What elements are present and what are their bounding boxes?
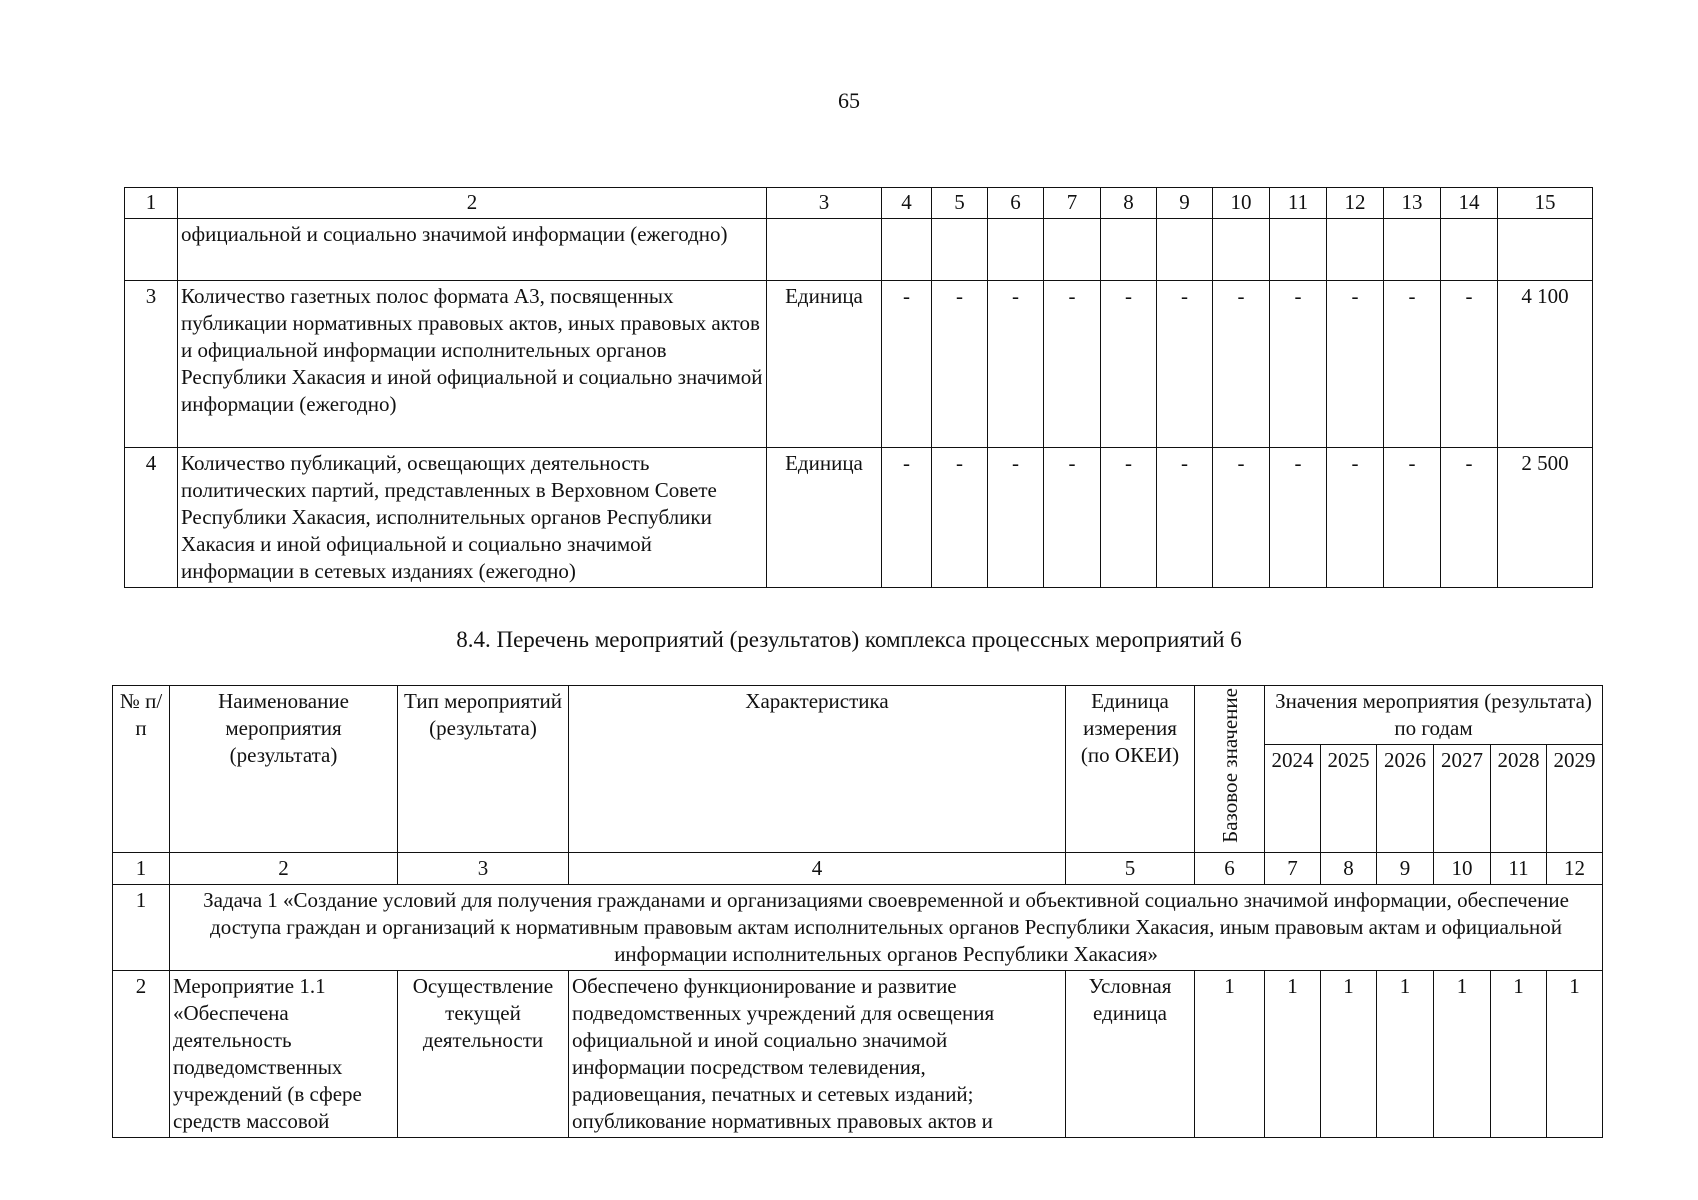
- header-year: 2024: [1265, 745, 1321, 853]
- table2-column-numbers-row: [113, 852, 1603, 884]
- table-cell: [1270, 219, 1327, 281]
- value-cell: -: [988, 281, 1044, 448]
- value-cell: -: [1327, 281, 1384, 448]
- table2-header-row: [113, 686, 1603, 745]
- header-type: Тип мероприятий (результата): [398, 686, 569, 853]
- table1-col-number: 2: [178, 188, 767, 219]
- header-characteristic: Характеристика: [569, 686, 1066, 853]
- column-number: 6: [1195, 852, 1265, 884]
- row-number: 4: [125, 448, 178, 588]
- task-description: Задача 1 «Создание условий для получения гражданами и организациями своевременной и объективной социально значимой информации, обеспечение доступа граждан и организаций к нормативным правовым актам исполнительных органов Республики Хакасия, иным правовым актам и официальной информации исполнительных органов Республики Хакасия»: [170, 884, 1603, 970]
- value-cell: -: [882, 281, 932, 448]
- table1-col-number: 5: [932, 188, 988, 219]
- table1-col-number: 9: [1157, 188, 1213, 219]
- value-cell: -: [1441, 448, 1498, 588]
- value-cell: -: [1270, 448, 1327, 588]
- table1-col-number: 8: [1101, 188, 1157, 219]
- table1-col-number: 11: [1270, 188, 1327, 219]
- value-cell: -: [932, 448, 988, 588]
- column-number: 9: [1377, 852, 1434, 884]
- indicator-name: Количество газетных полос формата А3, посвященных публикации нормативных правовых актов, иных правовых актов и официальной информации исполнительных органов Республики Хакасия и иной официальной и социально значимой информации (ежегодно): [178, 281, 767, 448]
- value-cell: -: [1213, 281, 1270, 448]
- table1-col-number: 4: [882, 188, 932, 219]
- column-number: 12: [1547, 852, 1603, 884]
- table1-continuation-row: [125, 219, 1593, 281]
- table-cell: [1157, 219, 1213, 281]
- value-cell: -: [882, 448, 932, 588]
- value-cell: -: [1157, 281, 1213, 448]
- header-year: 2026: [1377, 745, 1434, 853]
- page-number: 65: [838, 88, 860, 113]
- year-value: 1: [1491, 970, 1547, 1137]
- table-cell: [1384, 219, 1441, 281]
- year-value: 1: [1265, 970, 1321, 1137]
- column-number: 7: [1265, 852, 1321, 884]
- header-year: 2029: [1547, 745, 1603, 853]
- column-number: 11: [1491, 852, 1547, 884]
- indicator-unit: Единица: [767, 448, 882, 588]
- year-value: 1: [1434, 970, 1491, 1137]
- base-value: 1: [1195, 970, 1265, 1137]
- value-cell: -: [1384, 281, 1441, 448]
- table1-col-number: 13: [1384, 188, 1441, 219]
- table-row: [125, 448, 1593, 588]
- table1-col-number: 1: [125, 188, 178, 219]
- header-year: 2025: [1321, 745, 1377, 853]
- value-cell: -: [1384, 448, 1441, 588]
- column-number: 10: [1434, 852, 1491, 884]
- indicators-table: [124, 187, 1593, 588]
- column-number: 8: [1321, 852, 1377, 884]
- year-value: 1: [1547, 970, 1603, 1137]
- table-cell: [1213, 219, 1270, 281]
- table-cell: [882, 219, 932, 281]
- activity-row: [113, 970, 1603, 1137]
- header-base-value-label: Базовое значение: [1217, 688, 1242, 843]
- indicator-name: Количество публикаций, освещающих деятельность политических партий, представленных в Верховном Совете Республики Хакасия, исполнительных органов Республики Хакасия и иной официальной и социально значимой информации в сетевых изданиях (ежегодно): [178, 448, 767, 588]
- table-cell: [1327, 219, 1384, 281]
- target-value: 2 500: [1498, 448, 1593, 588]
- year-value: 1: [1321, 970, 1377, 1137]
- table1-col-number: 3: [767, 188, 882, 219]
- activity-type: Осуществление текущей деятельности: [398, 970, 569, 1137]
- activity-unit: Условная единица: [1066, 970, 1195, 1137]
- value-cell: -: [1157, 448, 1213, 588]
- activity-name: Мероприятие 1.1 «Обеспечена деятельность подведомственных учреждений (в сфере средств массовой: [170, 970, 398, 1137]
- value-cell: -: [1044, 281, 1101, 448]
- value-cell: -: [1441, 281, 1498, 448]
- value-cell: -: [932, 281, 988, 448]
- table1-col-number: 14: [1441, 188, 1498, 219]
- activities-table: [112, 685, 1603, 1138]
- header-year: 2028: [1491, 745, 1547, 853]
- table-cell: [988, 219, 1044, 281]
- year-value: 1: [1377, 970, 1434, 1137]
- table1-col-number: 7: [1044, 188, 1101, 219]
- header-base-value: [1195, 686, 1265, 853]
- table1-header-row: [125, 188, 1593, 219]
- table1-col-number: 12: [1327, 188, 1384, 219]
- table-row: [125, 281, 1593, 448]
- target-value: 4 100: [1498, 281, 1593, 448]
- table-cell: [1101, 219, 1157, 281]
- table-cell: [1498, 219, 1593, 281]
- value-cell: -: [1044, 448, 1101, 588]
- value-cell: -: [1101, 281, 1157, 448]
- column-number: 5: [1066, 852, 1195, 884]
- header-number: № п/п: [113, 686, 170, 853]
- column-number: 2: [170, 852, 398, 884]
- column-number: 3: [398, 852, 569, 884]
- table-cell: [1441, 219, 1498, 281]
- header-unit: Единица измерения (по ОКЕИ): [1066, 686, 1195, 853]
- header-name: Наименование мероприятия (результата): [170, 686, 398, 853]
- table1-col-number: 10: [1213, 188, 1270, 219]
- table-cell: [1044, 219, 1101, 281]
- section-title: 8.4. Перечень мероприятий (результатов) комплекса процессных мероприятий 6: [456, 627, 1242, 652]
- value-cell: -: [1213, 448, 1270, 588]
- value-cell: -: [1327, 448, 1384, 588]
- indicator-name: официальной и социально значимой информации (ежегодно): [178, 219, 767, 281]
- activity-characteristic: Обеспечено функционирование и развитие подведомственных учреждений для освещения официальной и иной социально значимой информации посредством телевидения, радиовещания, печатных и сетевых изданий; опубликование нормативных правовых актов и: [569, 970, 1066, 1137]
- indicator-unit: Единица: [767, 281, 882, 448]
- row-number: 2: [113, 970, 170, 1137]
- row-number: 1: [113, 884, 170, 970]
- value-cell: -: [1270, 281, 1327, 448]
- table-cell: [932, 219, 988, 281]
- row-number: 3: [125, 281, 178, 448]
- task-row: [113, 884, 1603, 970]
- table-cell: [125, 219, 178, 281]
- value-cell: -: [1101, 448, 1157, 588]
- header-values-by-year: Значения мероприятия (результата) по годам: [1265, 686, 1603, 745]
- value-cell: -: [988, 448, 1044, 588]
- column-number: 4: [569, 852, 1066, 884]
- header-year: 2027: [1434, 745, 1491, 853]
- column-number: 1: [113, 852, 170, 884]
- table-cell: [767, 219, 882, 281]
- table1-col-number: 15: [1498, 188, 1593, 219]
- table1-col-number: 6: [988, 188, 1044, 219]
